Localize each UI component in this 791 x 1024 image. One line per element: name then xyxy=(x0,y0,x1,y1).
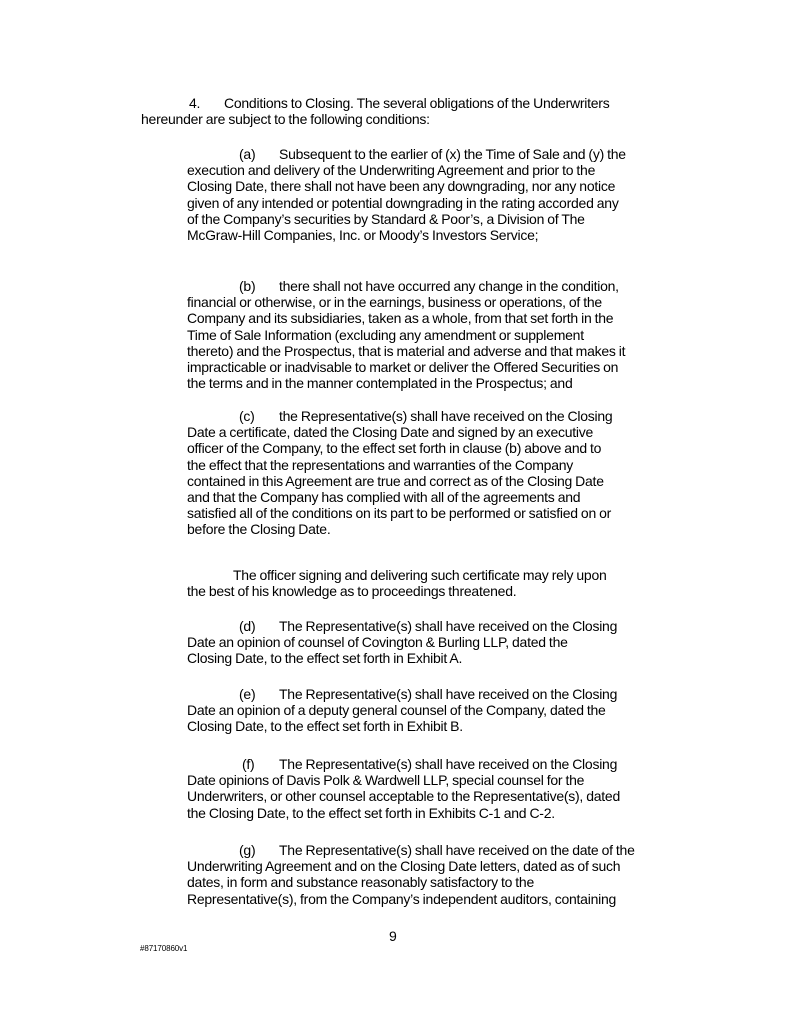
clause-a-line-6: McGraw-Hill Companies, Inc. or Moody’s Investors Service; xyxy=(187,227,539,244)
clause-b xyxy=(187,278,625,391)
clause-g xyxy=(187,842,635,907)
clause-d xyxy=(187,618,617,667)
clause-a-line-2: execution and delivery of the Underwriting Agreement and prior to the xyxy=(187,162,596,179)
clause-g-marker: (g) xyxy=(239,842,256,858)
clause-e-line-1 xyxy=(187,686,617,702)
clause-f-marker: (f) xyxy=(242,756,255,772)
clause-d-line-1 xyxy=(187,618,617,634)
clause-f-line-1 xyxy=(187,756,620,772)
document-id: #87170860v1 xyxy=(140,944,188,953)
clause-c-line-8: before the Closing Date. xyxy=(187,521,331,538)
section-4-line-1 xyxy=(141,95,609,111)
clause-e-text-1: The Representative(s) shall have received on the Closing xyxy=(279,686,618,702)
clause-b-line-4: Time of Sale Information (excluding any amendment or supplement xyxy=(187,326,584,343)
clause-e xyxy=(187,686,617,735)
clause-c-line-4: the effect that the representations and warranties of the Company xyxy=(187,456,574,473)
officer-line-2: the best of his knowledge as to proceedings threatened. xyxy=(187,583,517,600)
clause-f-line-3: Underwriters, or other counsel acceptable to the Representative(s), dated xyxy=(187,788,620,805)
clause-d-line-2: Date an opinion of counsel of Covington & Burling LLP, dated the xyxy=(187,634,568,651)
clause-b-text-1: there shall not have occurred any change in the condition, xyxy=(279,278,619,294)
clause-a-line-1 xyxy=(187,146,626,162)
clause-c-line-1 xyxy=(187,408,612,424)
clause-e-marker: (e) xyxy=(239,686,256,702)
clause-a-line-3: Closing Date, there shall not have been any downgrading, nor any notice xyxy=(187,178,616,195)
clause-a-line-4: given of any intended or potential downgrading in the rating accorded any xyxy=(187,194,619,211)
clause-c-marker: (c) xyxy=(239,408,255,424)
clause-d-line-3: Closing Date, to the effect set forth in Exhibit A. xyxy=(187,650,463,667)
clause-c-line-3: officer of the Company, to the effect set forth in clause (b) above and to xyxy=(187,440,602,457)
officer-certificate-paragraph xyxy=(187,567,607,599)
clause-g-line-2: Underwriting Agreement and on the Closing Date letters, dated as of such xyxy=(187,858,621,875)
clause-c-line-6: and that the Company has complied with all of the agreements and xyxy=(187,489,581,506)
clause-d-marker: (d) xyxy=(239,618,256,634)
clause-f-text-1: The Representative(s) shall have received on the Closing xyxy=(279,756,618,772)
section-4-text-1: Conditions to Closing. The several obligations of the Underwriters xyxy=(224,95,610,111)
clause-c-line-2: Date a certificate, dated the Closing Date and signed by an executive xyxy=(187,424,594,441)
officer-line-1: The officer signing and delivering such certificate may rely upon xyxy=(233,567,607,583)
clause-f-line-4: the Closing Date, to the effect set forth in Exhibits C-1 and C-2. xyxy=(187,804,555,821)
clause-g-line-1 xyxy=(187,842,635,858)
clause-c-text-1: the Representative(s) shall have received on the Closing xyxy=(279,408,613,424)
clause-b-line-1 xyxy=(187,278,625,294)
section-4-heading xyxy=(141,95,609,127)
section-4-line-2: hereunder are subject to the following conditions: xyxy=(141,111,430,128)
clause-c-line-5: contained in this Agreement are true and correct as of the Closing Date xyxy=(187,472,604,489)
clause-e-line-2: Date an opinion of a deputy general counsel of the Company, dated the xyxy=(187,702,606,719)
clause-a-marker: (a) xyxy=(239,146,256,162)
clause-b-line-2: financial or otherwise, or in the earnings, business or operations, of the xyxy=(187,294,602,311)
clause-g-text-1: The Representative(s) shall have received on the date of the xyxy=(279,842,635,858)
clause-g-line-4: Representative(s), from the Company’s independent auditors, containing xyxy=(187,890,617,907)
clause-d-text-1: The Representative(s) shall have received on the Closing xyxy=(279,618,618,634)
page-number: 9 xyxy=(389,928,397,944)
clause-e-line-3: Closing Date, to the effect set forth in Exhibit B. xyxy=(187,718,463,735)
clause-a xyxy=(187,146,626,243)
clause-a-text-1: Subsequent to the earlier of (x) the Time of Sale and (y) the xyxy=(279,146,626,162)
clause-c-line-7: satisfied all of the conditions on its part to be performed or satisfied on or xyxy=(187,505,612,522)
clause-c xyxy=(187,408,612,538)
clause-b-line-5: thereto) and the Prospectus, that is material and adverse and that makes it xyxy=(187,342,626,359)
section-number: 4. xyxy=(189,95,201,111)
clause-b-line-7: the terms and in the manner contemplated in the Prospectus; and xyxy=(187,375,573,392)
clause-b-line-6: impracticable or inadvisable to market or deliver the Offered Securities on xyxy=(187,359,619,376)
clause-g-line-3: dates, in form and substance reasonably satisfactory to the xyxy=(187,874,535,891)
clause-f xyxy=(187,756,620,821)
clause-a-line-5: of the Company’s securities by Standard & Poor’s, a Division of The xyxy=(187,210,585,227)
clause-b-marker: (b) xyxy=(239,278,256,294)
clause-b-line-3: Company and its subsidiaries, taken as a whole, from that set forth in the xyxy=(187,310,614,327)
clause-f-line-2: Date opinions of Davis Polk & Wardwell LLP, special counsel for the xyxy=(187,772,585,789)
